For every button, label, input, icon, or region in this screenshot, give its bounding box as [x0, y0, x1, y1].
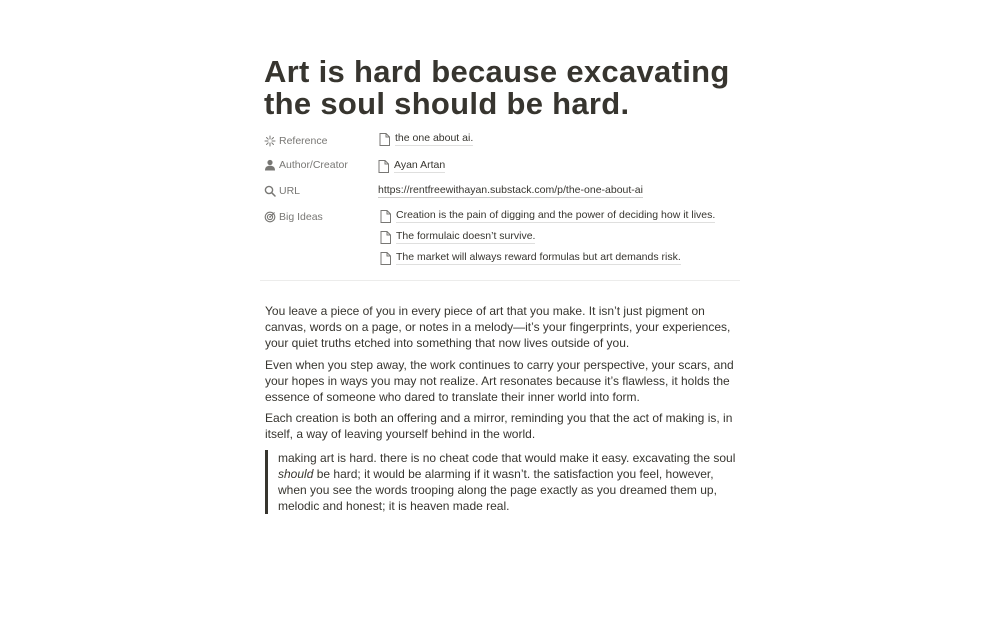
big-idea-text[interactable]: The market will always reward formulas but art demands risk. — [396, 251, 681, 263]
property-value-url[interactable] — [378, 180, 643, 202]
person-icon — [264, 159, 276, 171]
paragraph[interactable]: You leave a piece of you in every piece of art that you make. It isn’t just pigment on canvas, words on a page, or notes in a melody—it’s your fingerprints, your experiences, your quiet truths etched into something that now lives outside of you. — [265, 304, 731, 350]
properties-divider — [260, 280, 740, 281]
page-icon — [377, 159, 389, 173]
big-idea-item — [264, 205, 740, 227]
url-link[interactable]: https://rentfreewithayan.substack.com/p/the-one-about-ai — [378, 184, 643, 196]
property-row-reference — [264, 130, 740, 152]
property-label: Big Ideas — [279, 211, 323, 223]
quote-text: making art is hard. there is no cheat code that would make it easy. excavating the soul — [278, 451, 736, 465]
property-label: URL — [279, 185, 301, 197]
property-key-reference[interactable] — [264, 130, 327, 152]
page-icon — [379, 230, 391, 244]
property-key-author[interactable] — [264, 154, 348, 176]
paragraph[interactable]: Even when you step away, the work continues to carry your perspective, your scars, and your hopes in ways you may not realize. Art resonates because it’s flawless, it holds the essence of someone who dared to translate their inner world into form. — [265, 358, 734, 404]
sparkle-icon — [264, 135, 276, 147]
property-value-author[interactable] — [377, 155, 445, 177]
big-idea-link-3[interactable] — [379, 247, 681, 269]
property-row-url — [264, 180, 740, 202]
author-link[interactable]: Ayan Artan — [394, 159, 446, 171]
property-key-url[interactable] — [264, 180, 300, 202]
quote-block[interactable] — [265, 450, 738, 514]
quote-emphasis: should — [278, 467, 314, 481]
big-idea-text[interactable]: Creation is the pain of digging and the power of deciding how it lives. — [396, 209, 716, 221]
big-idea-item — [264, 247, 740, 269]
big-idea-link-1[interactable] — [379, 205, 715, 227]
property-value-reference[interactable] — [378, 128, 473, 150]
big-idea-link-2[interactable] — [379, 226, 535, 248]
big-idea-text[interactable]: The formulaic doesn’t survive. — [396, 230, 536, 242]
page-icon — [379, 209, 391, 223]
big-idea-item — [264, 226, 740, 248]
property-label: Reference — [279, 135, 328, 147]
reference-link[interactable]: the one about ai. — [395, 132, 474, 144]
property-label: Author/Creator — [279, 159, 348, 171]
paragraph[interactable]: Each creation is both an offering and a mirror, reminding you that the act of making is, in itself, a way of leaving yourself behind in the world. — [265, 411, 733, 441]
page-icon — [379, 251, 391, 265]
search-icon — [264, 185, 276, 197]
page-title[interactable]: Art is hard because excavating the soul should be hard. — [264, 54, 730, 121]
quote-text: be hard; it would be alarming if it wasn’t. the satisfaction you feel, however, when you see the words trooping along the page exactly as you dreamed them up, melodic and honest; it is heaven made real. — [278, 467, 717, 513]
page-icon — [378, 132, 390, 146]
property-row-author — [264, 154, 740, 176]
